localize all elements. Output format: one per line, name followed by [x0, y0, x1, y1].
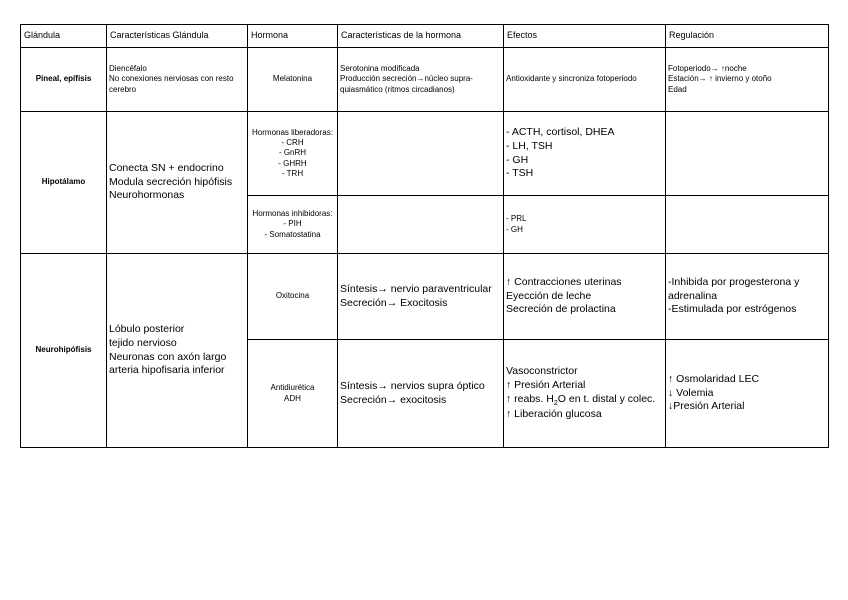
- cell-hormona-melatonina: Melatonina: [248, 48, 338, 112]
- cell-hormonas-liberadoras: Hormonas liberadoras: - CRH - GnRH - GHRH - TRH: [248, 112, 338, 196]
- header-efectos: Efectos: [504, 25, 666, 48]
- cell-caracteristicas-pineal: Diencéfalo No conexiones nerviosas con resto cerebro: [107, 48, 248, 112]
- cell-regulacion-liberadoras: [666, 112, 829, 196]
- cell-efectos-oxitocina: ↑ Contracciones uterinas Eyección de leche Secreción de prolactina: [504, 254, 666, 340]
- cell-efectos-inhibidoras: - PRL - GH: [504, 196, 666, 254]
- cell-regulacion-melatonina: Fotoperiodo→ ↑noche Estación→ ↑ invierno y otoño Edad: [666, 48, 829, 112]
- cell-hormona-adh: Antidiurética ADH: [248, 340, 338, 448]
- cell-caracteristicas-adh: Síntesis→ nervios supra óptico Secreción→ exocitosis: [338, 340, 504, 448]
- cell-caracteristicas-inhibidoras: [338, 196, 504, 254]
- cell-hormonas-inhibidoras: Hormonas inhibidoras: - PIH - Somatostatina: [248, 196, 338, 254]
- efectos-adh-line-1: Vasoconstrictor ↑ Presión Arterial: [506, 365, 586, 392]
- header-glandula: Glándula: [21, 25, 107, 48]
- cell-caracteristicas-neurohipofisis: Lóbulo posterior tejido nervioso Neuronas con axón largo arteria hipofisaria inferior: [107, 254, 248, 448]
- efectos-adh-line-3: ↑ Liberación glucosa: [506, 407, 602, 420]
- cell-caracteristicas-oxitocina: Síntesis→ nervio paraventricular Secreción→ Exocitosis: [338, 254, 504, 340]
- table-row-oxitocina: [21, 254, 829, 340]
- cell-glandula-neurohipofisis: Neurohipófisis: [21, 254, 107, 448]
- endocrine-table: [20, 24, 829, 448]
- cell-glandula-pineal: Pineal, epífisis: [21, 48, 107, 112]
- efectos-adh-line-2: ↑ reabs. $H_2O$ en t. distal y colec.: [506, 392, 656, 407]
- table-row-pineal: [21, 48, 829, 112]
- cell-regulacion-adh: ↑ Osmolaridad LEC ↓ Volemia ↓Presión Arterial: [666, 340, 829, 448]
- header-regulacion: Regulación: [666, 25, 829, 48]
- cell-efectos-liberadoras: - ACTH, cortisol, DHEA - LH, TSH - GH - TSH: [504, 112, 666, 196]
- table-row-hipotalamo-liberadoras: [21, 112, 829, 196]
- cell-caracteristicas-liberadoras: [338, 112, 504, 196]
- cell-caracteristicas-hipotalamo: Conecta SN + endocrino Modula secreción hipófisis Neurohormonas: [107, 112, 248, 254]
- cell-efectos-adh: [504, 340, 666, 448]
- header-caracteristicas-glandula: Características Glándula: [107, 25, 248, 48]
- header-caracteristicas-hormona: Características de la hormona: [338, 25, 504, 48]
- cell-caracteristicas-melatonina: Serotonina modificada Producción secreción→núcleo supra-quiasmático (ritmos circadianos): [338, 48, 504, 112]
- cell-efectos-melatonina: Antioxidante y sincroniza fotoperiodo: [504, 48, 666, 112]
- cell-glandula-hipotalamo: Hipotálamo: [21, 112, 107, 254]
- cell-hormona-oxitocina: Oxitocina: [248, 254, 338, 340]
- cell-regulacion-oxitocina: -Inhibida por progesterona y adrenalina -Estimulada por estrógenos: [666, 254, 829, 340]
- header-row: [21, 25, 829, 48]
- cell-regulacion-inhibidoras: [666, 196, 829, 254]
- header-hormona: Hormona: [248, 25, 338, 48]
